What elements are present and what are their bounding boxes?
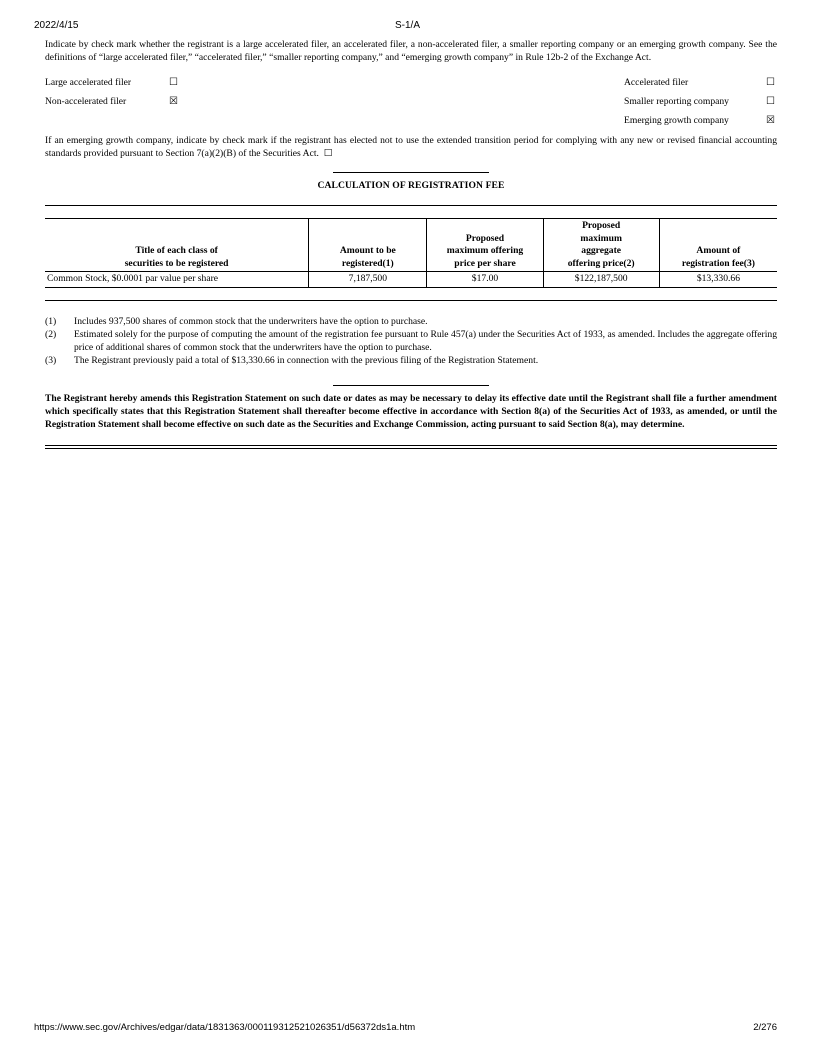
cell-security-class: Common Stock, $0.0001 par value per share — [45, 272, 309, 288]
non-accelerated-filer-checkbox[interactable]: ☒ — [169, 96, 178, 107]
transition-period-text: If an emerging growth company, indicate by check mark if the registrant has elected not to use the extended transition period for complying with any new or revised financial accounting standards provided pursuant to Section 7(a)(2)(B) of the Securities Act. — [45, 135, 777, 159]
emerging-growth-company-label: Emerging growth company — [624, 115, 729, 126]
transition-period-statement — [45, 134, 777, 160]
registration-fee-table — [45, 205, 777, 301]
large-accelerated-filer-label: Large accelerated filer — [45, 77, 132, 88]
non-accelerated-filer-label: Non-accelerated filer — [45, 96, 127, 107]
accelerated-filer-checkbox[interactable]: ☐ — [766, 77, 775, 88]
accelerated-filer-label: Accelerated filer — [624, 77, 689, 88]
table-row — [45, 272, 777, 288]
table-top-rule — [45, 206, 777, 219]
smaller-reporting-company-checkbox[interactable]: ☐ — [766, 96, 775, 107]
form-type: S-1/A — [394, 20, 420, 31]
smaller-reporting-company-label: Smaller reporting company — [624, 96, 729, 107]
fee-table-title: CALCULATION OF REGISTRATION FEE — [317, 180, 505, 191]
table-bottom-rule — [45, 287, 777, 300]
source-url[interactable]: https://www.sec.gov/Archives/edgar/data/1831363/000119312521026351/d56372ds1a.htm — [34, 1022, 416, 1033]
cell-amount-registered: 7,187,500 — [309, 272, 427, 288]
cell-price-per-share: $17.00 — [427, 272, 543, 288]
filer-status-grid — [45, 76, 777, 134]
col-header-price: Proposed maximum offering price per share — [427, 219, 543, 272]
col-header-aggregate: Proposed maximum aggregate offering price(2) — [543, 219, 659, 272]
emerging-growth-company-checkbox[interactable]: ☒ — [766, 115, 775, 126]
print-date: 2022/4/15 — [34, 20, 79, 31]
delaying-amendment: The Registrant hereby amends this Registration Statement on such date or dates as may be necessary to delay its effective date until the Registrant shall file a further amendment which specifically states that this Registration Statement shall thereafter become effective in accordance with Section 8(a) of the Securities Act of 1933, as amended, or until the Registration Statement shall become effective on such date as the Securities and Exchange Commission, acting pursuant to said Section 8(a), may determine. — [45, 392, 777, 430]
footnote-3: (3) The Registrant previously paid a total of $13,330.66 in connection with the previous filing of the Registration Statement. — [45, 354, 539, 366]
footnote-1: (1) Includes 937,500 shares of common stock that the underwriters have the option to purchase. — [45, 315, 428, 327]
col-header-amount: Amount to be registered(1) — [309, 219, 427, 272]
col-header-title: Title of each class of securities to be registered — [45, 219, 309, 272]
cell-registration-fee: $13,330.66 — [659, 272, 777, 288]
footnotes — [45, 315, 777, 367]
transition-period-checkbox[interactable]: ☐ — [323, 148, 333, 159]
cell-aggregate-price: $122,187,500 — [543, 272, 659, 288]
page-number: 2/276 — [753, 1022, 777, 1033]
footnote-2: (2) Estimated solely for the purpose of computing the amount of the registration fee pursuant to Rule 457(a) under the Securities Act of 1933, as amended. Includes the aggregate offering price of additional shares of common stock that the underwriters have the option to purchase. — [45, 328, 777, 353]
large-accelerated-filer-checkbox[interactable]: ☐ — [169, 77, 178, 88]
filer-status-intro: Indicate by check mark whether the registrant is a large accelerated filer, an accelerated filer, a non-accelerated filer, a smaller reporting company or an emerging growth company. See the definitions of “large accelerated filer,” “accelerated filer,” “smaller reporting company,” and “emerging growth company” in Rule 12b-2 of the Exchange Act. — [45, 39, 777, 63]
col-header-fee: Amount of registration fee(3) — [659, 219, 777, 272]
document-body — [45, 38, 777, 449]
end-double-rule — [45, 445, 777, 449]
